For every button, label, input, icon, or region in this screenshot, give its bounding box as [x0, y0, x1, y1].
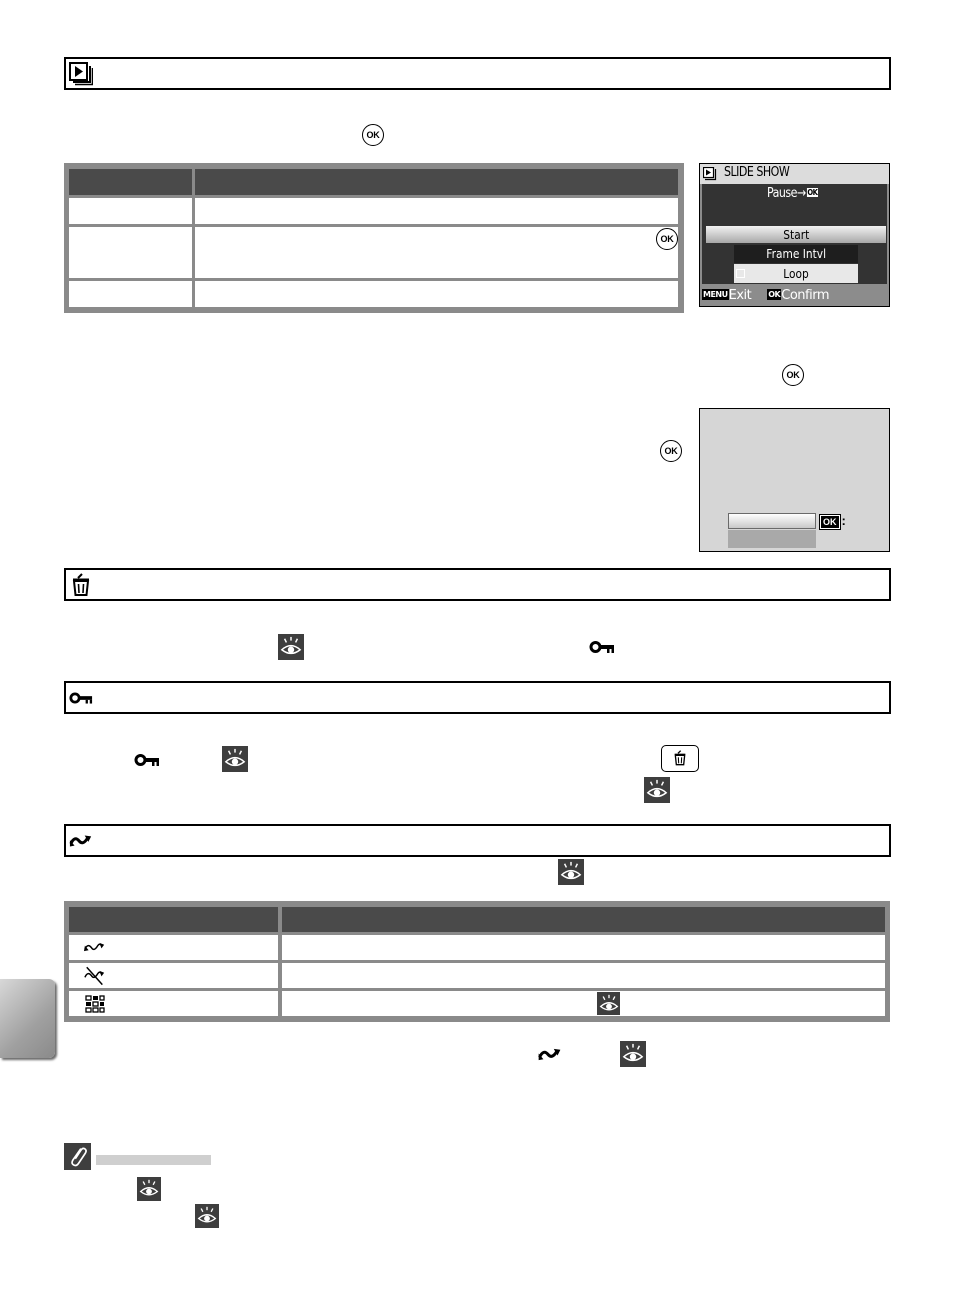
menu-item-start[interactable]: Start [706, 226, 886, 243]
pause-menu-item[interactable] [728, 513, 816, 529]
ok-badge: OK [807, 188, 818, 197]
loop-checkbox[interactable] [736, 269, 745, 278]
see-page-eye-icon [558, 859, 584, 885]
ok-button-icon: OK [782, 364, 804, 386]
ok-badge: OK : [820, 512, 846, 530]
chapter-thumb-tab [0, 979, 55, 1058]
delete-section-header [64, 568, 891, 601]
menu-badge: MENU [703, 290, 728, 299]
camera-pause-screen [699, 408, 890, 552]
table-header-description [282, 907, 885, 932]
table-header-option [69, 169, 192, 195]
slideshow-icon [69, 62, 93, 86]
slideshow-icon [703, 167, 717, 181]
ok-button-icon: OK [362, 124, 384, 146]
menu-item-frame-intvl[interactable]: Frame Intvl [734, 245, 858, 263]
protect-key-icon [69, 686, 93, 710]
protect-key-icon [134, 753, 160, 767]
confirm-label: Confirm [781, 288, 829, 303]
table-cell [282, 991, 885, 1016]
table-cell [195, 227, 678, 278]
camera-slideshow-menu-screen [699, 163, 890, 307]
note-heading-bar [96, 1155, 211, 1165]
see-page-eye-icon [597, 992, 620, 1015]
table-cell [69, 281, 192, 307]
note-paperclip-icon [64, 1143, 91, 1170]
transfer-options-table [64, 901, 890, 1022]
table-cell [195, 198, 678, 224]
table-cell [282, 935, 885, 960]
table-header-option [69, 907, 278, 932]
exit-label: Exit [728, 288, 752, 303]
see-page-eye-icon [222, 746, 248, 772]
slideshow-section-header [64, 57, 891, 90]
menu-footer [702, 288, 829, 303]
ok-button-icon: OK [656, 228, 678, 250]
see-page-eye-icon [137, 1177, 161, 1201]
transfer-icon [84, 941, 106, 954]
arrow-right-icon: → [796, 186, 806, 201]
transfer-section-header [64, 824, 891, 857]
see-page-eye-icon [620, 1041, 646, 1067]
table-row-transfer-off [69, 963, 278, 988]
see-page-eye-icon [195, 1204, 219, 1228]
protect-section-header [64, 681, 891, 714]
transfer-icon [537, 1046, 563, 1063]
transfer-off-icon [84, 965, 106, 986]
pause-label: Pause [767, 186, 797, 201]
transfer-icon [69, 829, 93, 853]
table-cell [69, 227, 192, 278]
table-row-select-images [69, 991, 278, 1016]
thumbnail-grid-icon [85, 995, 105, 1013]
delete-icon [69, 573, 93, 597]
see-page-eye-icon [278, 634, 304, 660]
protect-key-icon [589, 640, 615, 654]
slideshow-options-table [64, 163, 684, 313]
table-row-transfer-on [69, 935, 278, 960]
trash-button-icon [661, 745, 699, 772]
menu-item-loop[interactable]: Loop [734, 264, 858, 283]
table-header-description [195, 169, 678, 195]
table-cell [195, 281, 678, 307]
pause-hint [767, 186, 818, 201]
table-cell [282, 963, 885, 988]
ok-button-icon: OK [660, 440, 682, 462]
menu-title: SLIDE SHOW [724, 165, 790, 180]
table-cell [69, 198, 192, 224]
see-page-eye-icon [644, 777, 670, 803]
ok-badge: OK [768, 290, 781, 299]
